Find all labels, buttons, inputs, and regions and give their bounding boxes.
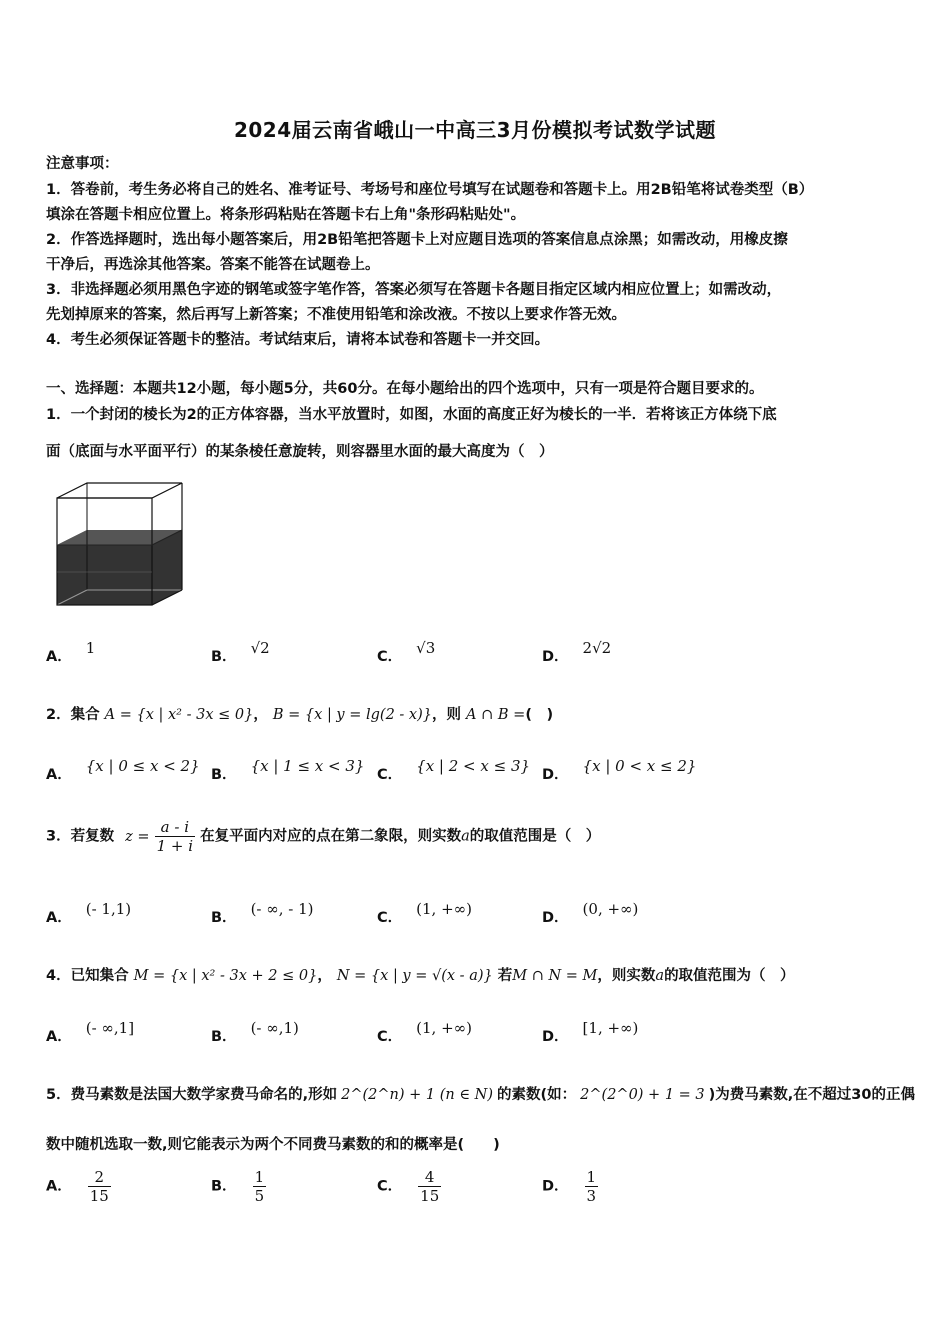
notice-line: 1．答卷前，考生务必将自己的姓名、准考证号、考场号和座位号填写在试题卷和答题卡上。用2B铅笔将试卷类型（B） xyxy=(46,182,814,198)
option-value: (- ∞,1) xyxy=(250,1019,299,1037)
q3-numerator: a - i xyxy=(155,818,195,837)
option-label: A． xyxy=(46,1029,72,1045)
notice-line: 填涂在答题卡相应位置上。将条形码粘贴在答题卡右上角"条形码粘贴处"。 xyxy=(46,207,526,223)
section-heading: 一、选择题：本题共12小题，每小题5分，共60分。在每小题给出的四个选项中，只有一项是符合题目要求的。 xyxy=(46,381,764,397)
q3-suffix: 的取值范围是（ ） xyxy=(469,828,601,845)
q3-z: z = xyxy=(125,828,150,845)
q3-option-c[interactable] xyxy=(377,900,473,927)
q1-text-line2: 面（底面与水平面平行）的某条棱任意旋转，则容器里水面的最大高度为（ ） xyxy=(46,444,554,460)
q2-set-a: A = {x | x² - 3x ≤ 0} xyxy=(104,707,254,723)
notice-line: 干净后，再选涂其他答案。答案不能答在试题卷上。 xyxy=(46,257,380,273)
q5-option-d[interactable] xyxy=(542,1168,598,1205)
q2-option-d[interactable] xyxy=(542,757,697,784)
q1-option-b[interactable] xyxy=(211,639,270,666)
q4-var: a xyxy=(655,968,665,984)
option-label: D． xyxy=(542,1178,569,1195)
option-label: B． xyxy=(211,649,237,665)
option-value: [1, +∞) xyxy=(582,1019,639,1037)
option-value: 1 xyxy=(85,639,96,657)
q2-option-b[interactable] xyxy=(211,757,365,784)
fraction-denominator: 3 xyxy=(586,1187,597,1205)
q1-option-a[interactable] xyxy=(46,639,96,666)
q2-comma: ， xyxy=(253,707,268,723)
q5-suffix: )为费马素数,在不超过30的正偶 xyxy=(708,1087,915,1103)
q3-option-d[interactable] xyxy=(542,900,639,927)
q4-text xyxy=(46,964,795,985)
q4-option-d[interactable] xyxy=(542,1019,639,1046)
option-label: A． xyxy=(46,767,72,783)
q3-text xyxy=(46,818,600,855)
notice-line: 2．作答选择题时，选出每小题答案后，用2B铅笔把答题卡上对应题目选项的答案信息点涂黑；如需改动，用橡皮擦 xyxy=(46,232,788,248)
option-label: A． xyxy=(46,1178,72,1195)
q4-comma: ， xyxy=(317,968,332,984)
option-value: 2√2 xyxy=(582,639,612,657)
option-label: D． xyxy=(542,767,569,783)
q2-set-b: B = {x | y = lg(2 - x)} xyxy=(272,707,432,723)
option-fraction xyxy=(418,1168,441,1205)
q3-var: a xyxy=(461,828,470,845)
option-label: B． xyxy=(211,1178,237,1195)
fraction-numerator: 1 xyxy=(586,1168,597,1186)
q5-mid: 的素数(如： xyxy=(497,1087,577,1103)
q1-option-c[interactable] xyxy=(377,639,436,666)
option-label: B． xyxy=(211,910,237,926)
option-value: (- ∞, - 1) xyxy=(250,900,314,918)
option-label: C． xyxy=(377,910,403,926)
notice-line: 4．考生必须保证答题卡的整洁。考试结束后，请将本试卷和答题卡一并交回。 xyxy=(46,332,550,348)
q4-mid2: ，则实数 xyxy=(597,968,656,984)
option-label: A． xyxy=(46,649,72,665)
q3-prefix: 3．若复数 xyxy=(46,828,115,845)
option-label: C． xyxy=(377,1029,403,1045)
cube-water-figure xyxy=(52,480,188,610)
option-value: √2 xyxy=(250,639,270,657)
notice-line: 先划掉原来的答案，然后再写上新答案；不准使用铅笔和涂改液。不按以上要求作答无效。 xyxy=(46,307,626,323)
option-value: (0, +∞) xyxy=(582,900,639,918)
q2-option-a[interactable] xyxy=(46,757,200,784)
q2-mid: ，则 xyxy=(431,707,461,723)
q1-option-d[interactable] xyxy=(542,639,612,666)
fraction-numerator: 1 xyxy=(254,1168,265,1186)
fraction-denominator: 15 xyxy=(89,1187,109,1205)
fraction-denominator: 15 xyxy=(420,1187,440,1205)
q5-option-c[interactable] xyxy=(377,1168,441,1205)
q2-suffix: ( ) xyxy=(525,707,554,723)
q4-suffix: 的取值范围为（ ） xyxy=(664,968,795,984)
option-value: {x | 1 ≤ x < 3} xyxy=(250,757,365,775)
fraction-numerator: 4 xyxy=(418,1168,441,1187)
q5-example: 2^(2^0) + 1 = 3 xyxy=(580,1087,705,1103)
option-value: (- ∞,1] xyxy=(85,1019,135,1037)
option-label: C． xyxy=(377,767,403,783)
q3-option-b[interactable] xyxy=(211,900,314,927)
option-label: D． xyxy=(542,910,569,926)
option-fraction xyxy=(253,1168,267,1205)
notice-line: 3．非选择题必须用黑色字迹的钢笔或签字笔作答，答案必须写在答题卡各题目指定区域内相应位置上；如需改动， xyxy=(46,282,782,298)
fraction-numerator: 2 xyxy=(88,1168,111,1187)
option-label: B． xyxy=(211,1029,237,1045)
option-label: C． xyxy=(377,649,403,665)
page-title: 2024届云南省峨山一中高三3月份模拟考试数学试题 xyxy=(233,118,717,142)
q4-option-b[interactable] xyxy=(211,1019,299,1046)
option-value: √3 xyxy=(416,639,436,657)
option-value: {x | 0 < x ≤ 2} xyxy=(582,757,697,775)
fraction-denominator: 5 xyxy=(254,1187,265,1205)
q5-form: 2^(2^n) + 1 (n ∈ N) xyxy=(341,1087,494,1103)
q2-option-c[interactable] xyxy=(377,757,531,784)
q5-text-line1 xyxy=(46,1083,915,1104)
q4-mid: 若 xyxy=(497,968,513,984)
option-label: D． xyxy=(542,1029,569,1045)
option-value: {x | 0 ≤ x < 2} xyxy=(85,757,200,775)
q4-prefix: 4．已知集合 xyxy=(46,968,129,984)
option-value: (1, +∞) xyxy=(416,1019,473,1037)
option-label: C． xyxy=(377,1178,403,1195)
q3-option-a[interactable] xyxy=(46,900,132,927)
option-value: (- 1,1) xyxy=(85,900,132,918)
q3-fraction xyxy=(155,818,195,855)
q2-expr: A ∩ B = xyxy=(466,707,526,723)
q3-denominator: 1 + i xyxy=(156,837,194,855)
q4-option-a[interactable] xyxy=(46,1019,135,1046)
q5-option-b[interactable] xyxy=(211,1168,266,1205)
option-value: {x | 2 < x ≤ 3} xyxy=(416,757,531,775)
q5-prefix: 5．费马素数是法国大数学家费马命名的,形如 xyxy=(46,1087,338,1103)
option-label: A． xyxy=(46,910,72,926)
option-fraction xyxy=(585,1168,599,1205)
q4-set-n: N = {x | y = √(x - a)} xyxy=(336,968,493,984)
q4-option-c[interactable] xyxy=(377,1019,473,1046)
option-value: (1, +∞) xyxy=(416,900,473,918)
q5-text-line2: 数中随机选取一数,则它能表示为两个不同费马素数的和的概率是( ) xyxy=(46,1137,500,1153)
q3-mid: 在复平面内对应的点在第二象限，则实数 xyxy=(200,828,462,845)
q2-text xyxy=(46,703,553,724)
q2-prefix: 2．集合 xyxy=(46,707,100,723)
q1-text-line1: 1．一个封闭的棱长为2的正方体容器，当水平放置时，如图，水面的高度正好为棱长的一半．若将该正方体绕下底 xyxy=(46,407,777,423)
q4-expr: M ∩ N = M xyxy=(512,968,598,984)
option-label: B． xyxy=(211,767,237,783)
q5-option-a[interactable] xyxy=(46,1168,111,1205)
option-label: D． xyxy=(542,649,569,665)
notice-heading: 注意事项： xyxy=(46,156,119,172)
option-fraction xyxy=(88,1168,111,1205)
q4-set-m: M = {x | x² - 3x + 2 ≤ 0} xyxy=(133,968,318,984)
